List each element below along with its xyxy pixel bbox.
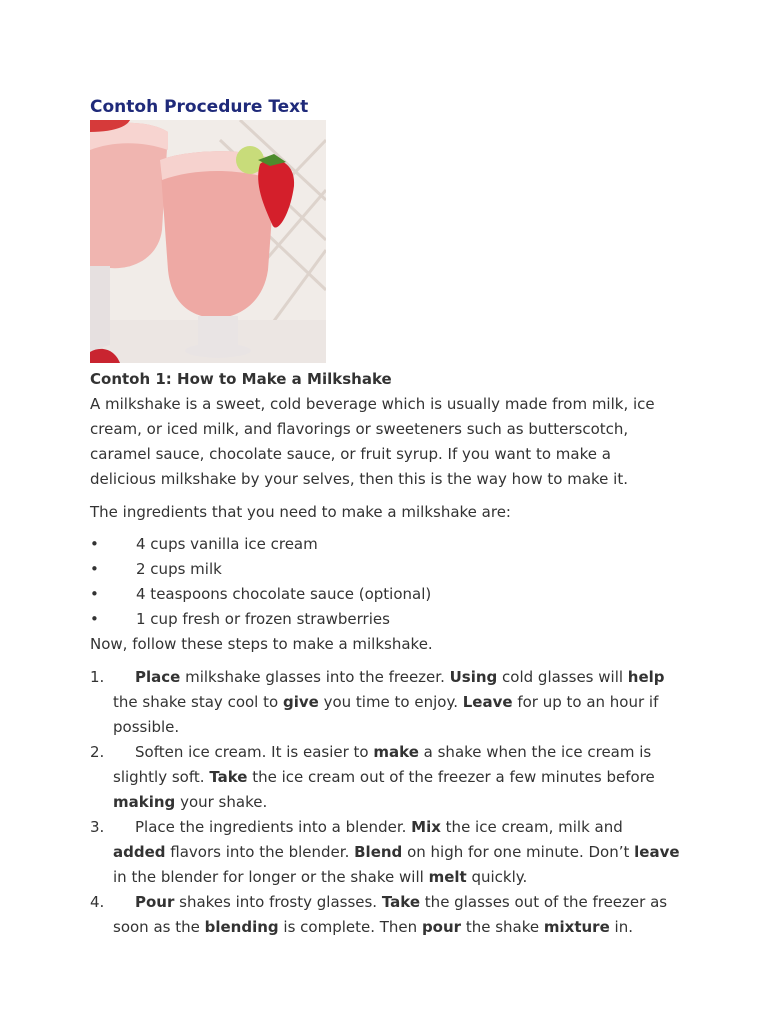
- step-text: Place the ingredients into a blender.: [135, 818, 412, 836]
- ingredient-text: 4 cups vanilla ice cream: [136, 535, 318, 553]
- step-text: shakes into frosty glasses.: [174, 893, 382, 911]
- step-verb: making: [113, 793, 176, 811]
- step-text: on high for one minute. Don’t: [402, 843, 635, 861]
- milkshake-photo: [90, 120, 326, 363]
- step-text: in.: [609, 918, 633, 936]
- step-text: for up to an hour if possible.: [113, 693, 659, 736]
- step-verb: Pour: [135, 893, 175, 911]
- ingredient-text: 4 teaspoons chocolate sauce (optional): [136, 585, 432, 603]
- list-item: [90, 582, 680, 607]
- step-text: Soften ice cream. It is easier to: [135, 743, 374, 761]
- step-verb: make: [373, 743, 419, 761]
- step-verb: blending: [204, 918, 279, 936]
- step-verb: mixture: [543, 918, 610, 936]
- list-item: [90, 557, 680, 582]
- step-item: [90, 890, 680, 940]
- step-verb: Blend: [354, 843, 403, 861]
- step-verb: added: [113, 843, 166, 861]
- step-verb: Mix: [411, 818, 441, 836]
- document-page: [90, 96, 680, 940]
- intro-paragraph: A milkshake is a sweet, cold beverage which is usually made from milk, ice cream, or iced milk, and flavorings or sweeteners such as butterscotch, caramel sauce, chocolate sauce, or fruit syrup. If you want to make a delicious milkshake by your selves, then this is the way how to make it.: [90, 395, 655, 488]
- step-verb: melt: [428, 868, 467, 886]
- ingredient-text: 1 cup fresh or frozen strawberries: [136, 610, 390, 628]
- step-text: the ice cream out of the freezer a few minutes before: [247, 768, 655, 786]
- step-text: in the blender for longer or the shake will: [113, 868, 429, 886]
- step-text: flavors into the blender.: [165, 843, 355, 861]
- step-text: quickly.: [466, 868, 528, 886]
- step-verb: leave: [634, 843, 680, 861]
- ingredients-intro: The ingredients that you need to make a milkshake are:: [90, 503, 511, 521]
- step-verb: help: [627, 668, 665, 686]
- list-item: [90, 607, 680, 632]
- bullet-icon: •: [90, 610, 99, 628]
- step-text: the ice cream, milk and: [440, 818, 623, 836]
- page-title: Contoh Procedure Text: [90, 97, 309, 117]
- step-text: you time to enjoy.: [318, 693, 463, 711]
- section-heading: Contoh 1: How to Make a Milkshake: [90, 370, 392, 388]
- step-item: [90, 815, 680, 890]
- step-text: the glasses out of the freezer as soon as the: [113, 893, 668, 936]
- step-text: your shake.: [175, 793, 268, 811]
- step-verb: Take: [381, 893, 421, 911]
- step-number: 4.: [90, 893, 105, 911]
- step-text: the shake: [461, 918, 544, 936]
- step-verb: give: [282, 693, 319, 711]
- steps-intro: Now, follow these steps to make a milkshake.: [90, 635, 433, 653]
- step-text: milkshake glasses into the freezer.: [180, 668, 450, 686]
- step-verb: Place: [135, 668, 181, 686]
- step-item: [90, 665, 680, 740]
- bullet-icon: •: [90, 535, 99, 553]
- step-text: the shake stay cool to: [113, 693, 283, 711]
- step-verb: pour: [421, 918, 462, 936]
- ingredients-list: [90, 532, 680, 632]
- bullet-icon: •: [90, 585, 99, 603]
- step-verb: Take: [209, 768, 248, 786]
- step-item: [90, 740, 680, 815]
- step-number: 1.: [90, 668, 105, 686]
- step-text: is complete. Then: [278, 918, 422, 936]
- step-number: 3.: [90, 818, 105, 836]
- list-item: [90, 532, 680, 557]
- step-text: a shake when the ice cream is slightly soft.: [113, 743, 652, 786]
- step-verb: Leave: [462, 693, 513, 711]
- step-number: 2.: [90, 743, 105, 761]
- step-verb: Using: [449, 668, 498, 686]
- steps-list: [90, 665, 680, 940]
- bullet-icon: •: [90, 560, 99, 578]
- step-text: cold glasses will: [497, 668, 628, 686]
- ingredient-text: 2 cups milk: [136, 560, 222, 578]
